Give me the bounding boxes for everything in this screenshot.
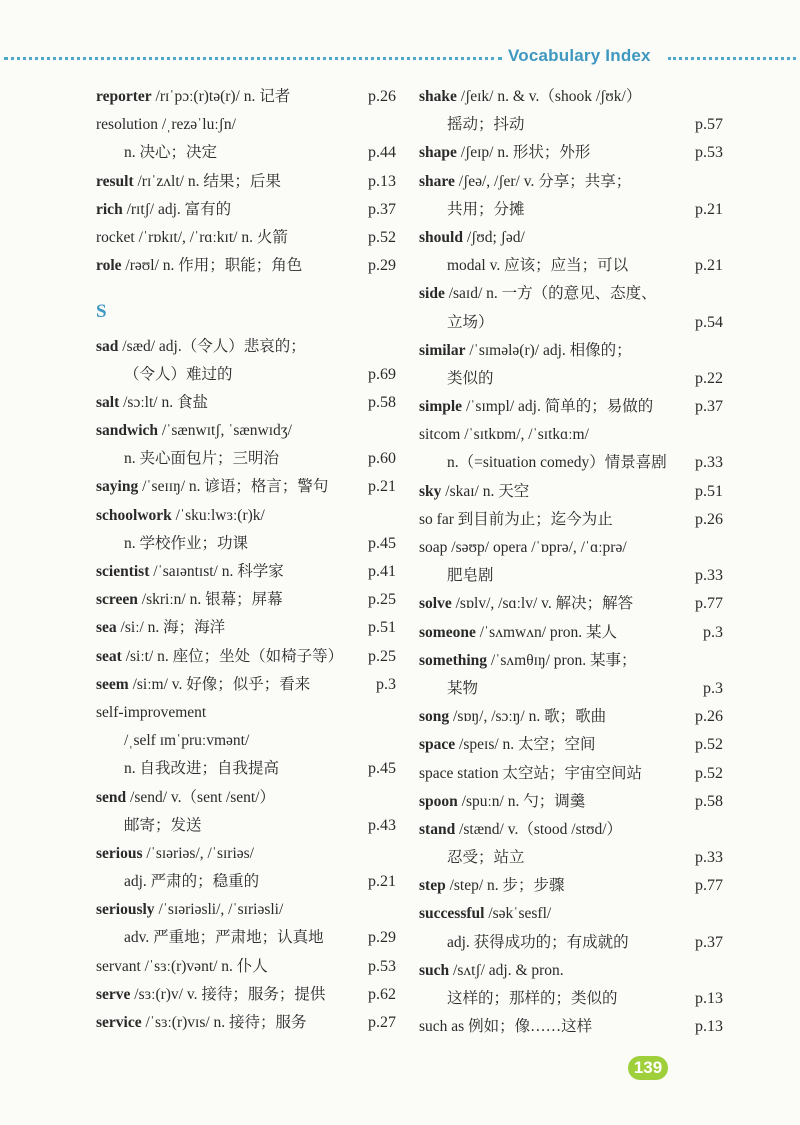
vocab-definition: /ˈsænwɪtʃ, ˈsænwɪdʒ/	[158, 422, 292, 440]
vocab-page-ref: p.26	[695, 510, 723, 528]
vocab-entry	[419, 393, 723, 421]
vocab-entry	[419, 111, 723, 139]
vocab-entry	[96, 333, 396, 361]
vocab-entry	[419, 590, 723, 618]
vocab-entry	[96, 840, 396, 868]
vocab-page-ref: p.29	[368, 929, 396, 947]
vocab-definition: 邮寄；发送	[124, 816, 202, 834]
vocab-definition: /siːt/ n. 座位；坐处（如椅子等）	[121, 647, 344, 665]
vocab-page-ref: p.26	[368, 88, 396, 105]
vocab-headword: spoon	[419, 792, 458, 810]
vocab-page-ref: p.45	[368, 534, 396, 552]
vocab-definition: /siːm/ v. 好像；似乎；看来	[128, 675, 311, 693]
vocab-entry	[96, 671, 396, 699]
vocab-definition: /rɪˈzʌlt/ n. 结果；后果	[133, 172, 281, 190]
vocab-entry	[96, 1009, 396, 1037]
vocab-headword: reporter	[96, 88, 152, 105]
vocab-page-ref: p.33	[695, 849, 723, 867]
vocab-definition: /rɪtʃ/ adj. 富有的	[122, 200, 232, 218]
vocab-entry	[419, 224, 723, 252]
vocab-headword: should	[419, 228, 463, 246]
vocab-definition: /rəʊl/ n. 作用；职能；角色	[121, 257, 303, 275]
vocab-page-ref: p.21	[695, 257, 723, 275]
vocab-entry	[96, 224, 396, 252]
vocab-page-ref: p.37	[695, 398, 723, 416]
page-header	[0, 44, 800, 72]
vocab-headword: result	[96, 172, 134, 190]
vocab-headword: space	[419, 736, 456, 754]
vocab-page-ref: p.21	[368, 873, 396, 891]
vocab-definition: /step/ n. 步；步骤	[445, 877, 565, 895]
vocab-entry	[96, 389, 396, 417]
vocab-definition: /siː/ n. 海；海洋	[116, 619, 226, 637]
vocab-definition: /sʌtʃ/ adj. & pron.	[449, 961, 564, 979]
vocab-definition: /sɔːlt/ n. 食盐	[119, 393, 208, 411]
vocab-headword: scientist	[96, 563, 150, 580]
vocab-definition: /ʃeɪk/ n. & v.（shook /ʃʊk/）	[456, 88, 642, 105]
vocab-entry	[419, 703, 723, 731]
vocab-definition: /ˈsaɪəntɪst/ n. 科学家	[149, 563, 284, 580]
vocab-definition: sitcom /ˈsɪtkɒm/, /ˈsɪtkɑːm/	[419, 426, 589, 444]
vocab-entry	[96, 981, 396, 1009]
vocab-headword: sad	[96, 337, 119, 355]
vocab-headword: such	[419, 961, 450, 979]
vocab-page-ref: p.26	[695, 708, 723, 726]
vocab-page-ref: p.60	[368, 450, 396, 468]
vocab-entry	[419, 619, 723, 647]
vocab-headword: role	[96, 257, 122, 275]
section-letter-label: S	[96, 301, 107, 323]
vocab-definition: n. 学校作业；功课	[124, 534, 249, 552]
vocab-entry	[96, 924, 396, 952]
vocab-headword: sandwich	[96, 422, 159, 440]
vocab-entry	[96, 755, 396, 783]
vocab-entry	[419, 365, 723, 393]
vocab-definition: so far 到目前为止；迄今为止	[419, 510, 613, 528]
header-dotted-rule-right	[668, 57, 796, 60]
right-column	[419, 83, 723, 1041]
vocab-definition: modal v. 应该；应当；可以	[447, 257, 629, 275]
vocab-definition: /ˈskuːlwɜː(r)k/	[171, 506, 265, 524]
vocab-page-ref: p.22	[695, 369, 723, 387]
vocab-definition: n.（=situation comedy）情景喜剧	[447, 454, 667, 472]
vocab-page-ref: p.13	[695, 990, 723, 1007]
vocab-entry	[419, 534, 723, 562]
vocab-entry	[96, 558, 396, 586]
vocab-definition: /ˈsɪəriəsli/, /ˈsɪriəsli/	[154, 901, 284, 919]
vocab-entry	[96, 614, 396, 642]
section-letter	[96, 298, 396, 326]
vocab-definition: /ˈsɜː(r)vɪs/ n. 接待；服务	[141, 1014, 307, 1031]
vocab-page-ref: p.33	[695, 567, 723, 585]
vocab-definition: self-improvement	[96, 703, 207, 721]
vocab-entry	[96, 699, 396, 727]
vocab-definition: /spuːn/ n. 勺；调羹	[457, 792, 586, 810]
vocab-definition: servant /ˈsɜː(r)vənt/ n. 仆人	[96, 957, 268, 975]
vocab-headword: someone	[419, 623, 476, 641]
vocab-headword: share	[419, 172, 455, 190]
vocab-definition: /sɒlv/, /sɑːlv/ v. 解决；解答	[451, 595, 634, 613]
vocab-page-ref: p.27	[368, 1014, 396, 1031]
vocab-entry	[419, 647, 723, 675]
vocab-page-ref: p.45	[368, 760, 396, 778]
vocab-entry	[96, 417, 396, 445]
vocab-entry	[96, 896, 396, 924]
vocab-headword: sea	[96, 619, 117, 637]
vocab-headword: rich	[96, 200, 123, 218]
vocab-headword: seriously	[96, 901, 155, 919]
header-dotted-rule-left	[4, 57, 502, 60]
vocab-definition: /ʃʊd; ʃəd/	[462, 228, 525, 246]
vocab-entry	[96, 812, 396, 840]
vocab-entry	[419, 1013, 723, 1041]
vocab-definition: /speɪs/ n. 太空；空间	[455, 736, 596, 754]
vocab-page-ref: p.52	[695, 736, 723, 754]
vocab-entry	[419, 139, 723, 167]
vocab-definition: 共用；分摊	[447, 200, 525, 218]
vocab-headword: shake	[419, 88, 457, 105]
vocab-entry	[419, 760, 723, 788]
vocab-page-ref: p.58	[368, 393, 396, 411]
vocab-headword: something	[419, 651, 488, 669]
vocab-page-ref: p.33	[695, 454, 723, 472]
vocab-definition: /ˈsʌmθɪŋ/ pron. 某事；	[487, 651, 637, 669]
vocab-page-ref: p.21	[695, 200, 723, 218]
vocab-page-ref: p.13	[695, 1018, 723, 1036]
vocab-headword: screen	[96, 591, 138, 609]
vocab-entry	[419, 929, 723, 957]
vocab-page-ref: p.43	[368, 816, 396, 834]
vocab-entry	[419, 83, 723, 111]
vocab-definition: （令人）难过的	[124, 365, 233, 383]
vocab-entry	[419, 280, 723, 308]
vocab-definition: rocket /ˈrɒkɪt/, /ˈrɑːkɪt/ n. 火箭	[96, 228, 288, 246]
vocab-definition: /ˈsɪmpl/ adj. 简单的；易做的	[462, 398, 654, 416]
vocab-entry	[96, 111, 396, 139]
vocab-headword: schoolwork	[96, 506, 172, 524]
vocab-entry	[96, 784, 396, 812]
vocab-definition: /sæd/ adj.（令人）悲哀的；	[118, 337, 306, 355]
vocab-definition: 类似的	[447, 369, 494, 387]
vocab-entry	[96, 530, 396, 558]
vocab-page-ref: p.29	[368, 257, 396, 275]
vocab-definition: /rɪˈpɔː(r)tə(r)/ n. 记者	[151, 88, 291, 105]
vocab-headword: simple	[419, 398, 463, 416]
vocab-definition: n. 决心；决定	[124, 144, 218, 162]
page-number-badge: 139	[628, 1056, 668, 1080]
vocab-entry	[419, 168, 723, 196]
vocab-entry	[419, 506, 723, 534]
vocab-page-ref: p.37	[368, 200, 396, 218]
vocab-entry	[419, 985, 723, 1013]
vocab-headword: successful	[419, 905, 485, 923]
vocab-page-ref: p.58	[695, 792, 723, 810]
vocab-entry	[96, 643, 396, 671]
vocab-entry	[419, 872, 723, 900]
vocab-entry	[419, 478, 723, 506]
vocab-entry	[96, 473, 396, 501]
vocab-page-ref: p.51	[695, 482, 723, 500]
vocab-entry	[419, 675, 723, 703]
vocab-definition: 某物	[447, 679, 479, 697]
vocab-entry	[419, 337, 723, 365]
vocab-page-ref: p.57	[695, 116, 723, 134]
vocab-entry	[96, 196, 396, 224]
vocab-page-ref: p.52	[695, 764, 723, 782]
vocab-entry	[96, 445, 396, 473]
vocab-page-ref: p.37	[695, 933, 723, 951]
vocab-definition: /ʃeə/, /ʃer/ v. 分享；共享；	[454, 172, 632, 190]
vocab-headword: sky	[419, 482, 442, 500]
vocab-entry	[419, 957, 723, 985]
vocab-entry	[96, 252, 396, 280]
vocab-definition: /stænd/ v.（stood /stʊd/）	[455, 820, 623, 838]
vocab-headword: serve	[96, 985, 131, 1003]
vocab-definition: 这样的；那样的；类似的	[447, 990, 618, 1007]
vocab-page-ref: p.13	[368, 172, 396, 190]
vocab-entry	[419, 731, 723, 759]
vocab-entry	[96, 502, 396, 530]
vocab-definition: adj. 严肃的；稳重的	[124, 873, 260, 891]
vocab-entry	[96, 586, 396, 614]
vocab-headword: stand	[419, 820, 456, 838]
vocab-headword: similar	[419, 341, 466, 359]
vocab-definition: /saɪd/ n. 一方（的意见、态度、	[444, 285, 657, 303]
vocab-definition: 摇动；抖动	[447, 116, 525, 134]
vocab-definition: adj. 获得成功的；有成就的	[447, 933, 629, 951]
vocab-entry	[419, 252, 723, 280]
vocab-headword: side	[419, 285, 445, 303]
vocab-definition: 肥皂剧	[447, 567, 494, 585]
vocab-page-ref: p.3	[376, 675, 396, 693]
vocab-definition: /ˈsɪəriəs/, /ˈsɪriəs/	[142, 844, 254, 862]
vocab-page-ref: p.3	[703, 679, 723, 697]
header-title: Vocabulary Index	[508, 46, 651, 65]
vocab-entry	[419, 562, 723, 590]
vocab-entry	[419, 788, 723, 816]
vocab-definition: 忍受；站立	[447, 849, 525, 867]
vocab-page-ref: p.25	[368, 591, 396, 609]
vocab-definition: /ˈsɪmələ(r)/ adj. 相像的；	[465, 341, 632, 359]
vocab-page-ref: p.51	[368, 619, 396, 637]
vocab-definition: /send/ v.（sent /sent/）	[126, 788, 275, 806]
vocab-headword: seat	[96, 647, 122, 665]
vocab-page-ref: p.41	[368, 563, 396, 580]
vocab-definition: /skaɪ/ n. 天空	[441, 482, 530, 500]
vocab-entry	[419, 900, 723, 928]
vocab-definition: /ˈsʌmwʌn/ pron. 某人	[475, 623, 618, 641]
vocab-page-ref: p.52	[368, 228, 396, 246]
vocab-definition: such as 例如；像……这样	[419, 1018, 593, 1036]
vocab-definition: soap /səʊp/ opera /ˈɒprə/, /ˈɑːprə/	[419, 539, 627, 556]
vocab-entry	[419, 844, 723, 872]
vocab-entry	[96, 953, 396, 981]
vocab-entry	[96, 168, 396, 196]
vocab-headword: send	[96, 788, 127, 806]
vocab-headword: shape	[419, 144, 457, 162]
vocab-entry	[96, 727, 396, 755]
vocab-page-ref: p.25	[368, 647, 396, 665]
vocab-page-ref: p.53	[695, 144, 723, 162]
vocab-headword: step	[419, 877, 446, 895]
vocab-page-ref: p.69	[368, 365, 396, 383]
vocab-entry	[96, 139, 396, 167]
vocab-definition: n. 自我改进；自我提高	[124, 760, 280, 778]
vocab-headword: song	[419, 708, 450, 726]
vocab-page-ref: p.53	[368, 957, 396, 975]
vocab-entry	[419, 309, 723, 337]
vocab-definition: resolution /ˌrezəˈluːʃn/	[96, 116, 236, 134]
vocab-entry	[419, 816, 723, 844]
vocab-entry	[96, 868, 396, 896]
vocab-headword: serious	[96, 844, 143, 862]
vocab-entry	[419, 196, 723, 224]
vocab-definition: /ˌself ɪmˈpruːvmənt/	[124, 732, 250, 750]
vocab-page-ref: p.62	[368, 985, 396, 1003]
vocab-definition: space station 太空站；宇宙空间站	[419, 764, 643, 782]
vocab-headword: saying	[96, 478, 139, 496]
vocab-definition: n. 夹心面包片；三明治	[124, 450, 280, 468]
vocab-page-ref: p.77	[695, 877, 723, 895]
vocab-page-ref: p.77	[695, 595, 723, 613]
vocab-headword: service	[96, 1014, 142, 1031]
vocab-definition: /sɜː(r)v/ v. 接待；服务；提供	[130, 985, 326, 1003]
vocab-definition: /ʃeɪp/ n. 形状；外形	[456, 144, 591, 162]
vocab-entry	[96, 361, 396, 389]
vocab-page-ref: p.54	[695, 313, 723, 331]
vocab-definition: adv. 严重地；严肃地；认真地	[124, 929, 324, 947]
vocab-page-ref: p.21	[368, 478, 396, 496]
vocab-entry	[419, 421, 723, 449]
vocab-headword: salt	[96, 393, 120, 411]
vocab-definition: /ˈseɪɪŋ/ n. 谚语；格言；警句	[138, 478, 329, 496]
vocab-definition: 立场）	[447, 313, 494, 331]
vocab-definition: /skriːn/ n. 银幕；屏幕	[137, 591, 283, 609]
vocab-entry	[419, 449, 723, 477]
vocab-entry	[96, 83, 396, 111]
vocab-headword: seem	[96, 675, 129, 693]
vocab-page-ref: p.3	[703, 623, 723, 641]
vocab-page-ref: p.44	[368, 144, 396, 162]
vocab-headword: solve	[419, 595, 452, 613]
vocab-definition: /səkˈsesfl/	[484, 905, 552, 923]
left-column	[96, 83, 396, 1037]
vocab-definition: /sɒŋ/, /sɔːŋ/ n. 歌；歌曲	[449, 708, 607, 726]
